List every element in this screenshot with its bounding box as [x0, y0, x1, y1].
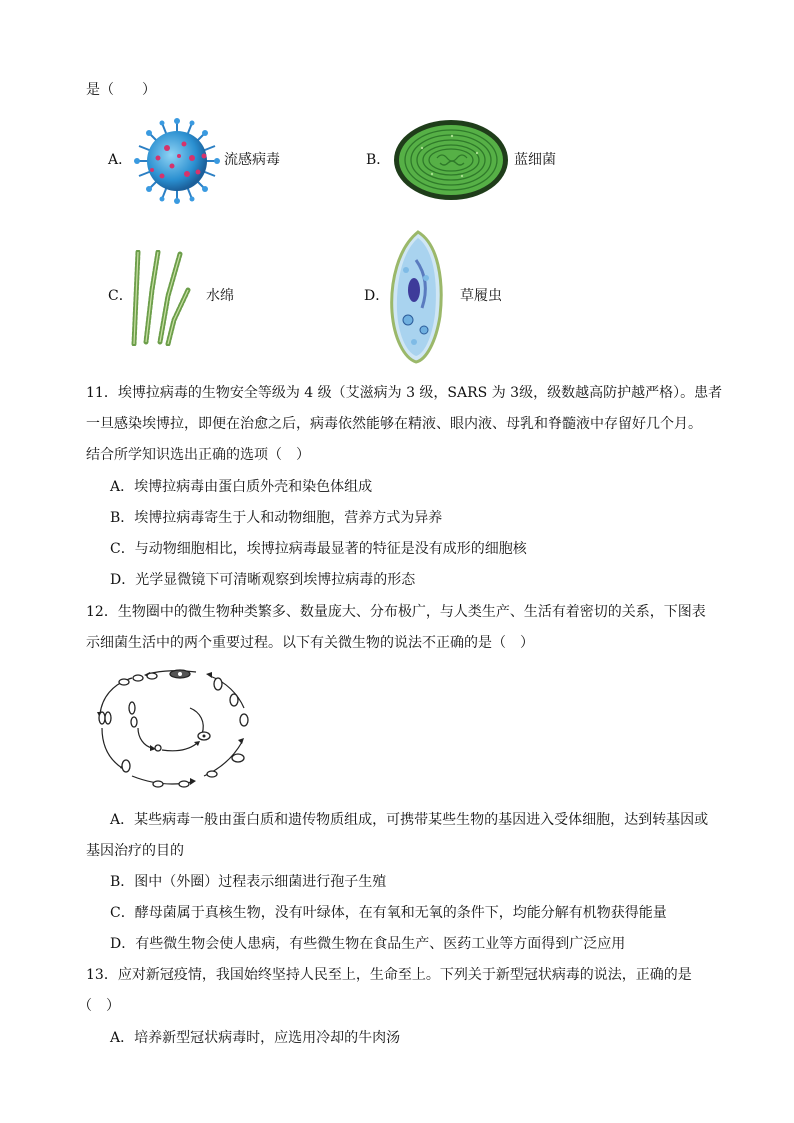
- q11-option-b: B．埃博拉病毒寄生于人和动物细胞，营养方式为异养: [110, 510, 443, 526]
- q13-stem-line-1: 13．应对新冠疫情，我国始终坚持人民至上，生命至上。下列关于新型冠状病毒的说法，正确的是: [86, 967, 692, 983]
- option-c-label: 水绵: [206, 288, 234, 304]
- q12-option-b: B．图中（外圈）过程表示细菌进行孢子生殖: [110, 874, 387, 890]
- option-d-label: 草履虫: [460, 288, 502, 304]
- option-d-letter: D．: [364, 288, 390, 304]
- cyanobacterium-icon: [392, 118, 510, 202]
- spirogyra-icon: [124, 250, 204, 346]
- bacteria-lifecycle-diagram-icon: [92, 668, 264, 792]
- option-c-letter: C．: [108, 288, 133, 304]
- q11-option-c: C．与动物细胞相比，埃博拉病毒最显著的特征是没有成形的细胞核: [110, 541, 527, 557]
- influenza-virus-icon: [132, 118, 222, 204]
- q11-stem-line-2: 一旦感染埃博拉，即便在治愈之后，病毒依然能够在精液、眼内液、母乳和脊髓液中存留好几个月。: [86, 416, 702, 432]
- q12-stem-line-1: 12．生物圈中的微生物种类繁多、数量庞大、分布极广，与人类生产、生活有着密切的关系，下图表: [86, 604, 706, 620]
- option-b-letter: B．: [366, 152, 391, 168]
- q12-option-c: C．酵母菌属于真核生物，没有叶绿体，在有氧和无氧的条件下，均能分解有机物获得能量: [110, 905, 667, 921]
- question-tail: 是（ ）: [86, 82, 156, 98]
- q11-option-a: A．埃博拉病毒由蛋白质外壳和染色体组成: [110, 479, 373, 495]
- q11-stem-line-3: 结合所学知识选出正确的选项（ ）: [86, 447, 310, 463]
- q12-option-a-continued: 基因治疗的目的: [86, 843, 184, 859]
- q11-stem-line-1: 11．埃博拉病毒的生物安全等级为 4 级（艾滋病为 3 级，SARS 为 3级，级数越高防护越严格）。患者: [86, 385, 723, 401]
- option-a-label: 流感病毒: [224, 152, 280, 168]
- q13-option-a: A．培养新型冠状病毒时，应选用冷却的牛肉汤: [110, 1030, 401, 1046]
- option-a-letter: A．: [108, 152, 133, 168]
- q12-option-a: A．某些病毒一般由蛋白质和遗传物质组成，可携带某些生物的基因进入受体细胞，达到转基因或: [110, 812, 709, 828]
- q13-stem-line-2: （ ）: [78, 998, 120, 1014]
- option-b-label: 蓝细菌: [514, 152, 556, 168]
- q12-stem-line-2: 示细菌生活中的两个重要过程。以下有关微生物的说法不正确的是（ ）: [86, 635, 534, 651]
- q12-option-d: D．有些微生物会使人患病，有些微生物在食品生产、医药工业等方面得到广泛应用: [110, 936, 626, 952]
- paramecium-icon: [386, 230, 448, 364]
- q11-option-d: D．光学显微镜下可清晰观察到埃博拉病毒的形态: [110, 572, 416, 588]
